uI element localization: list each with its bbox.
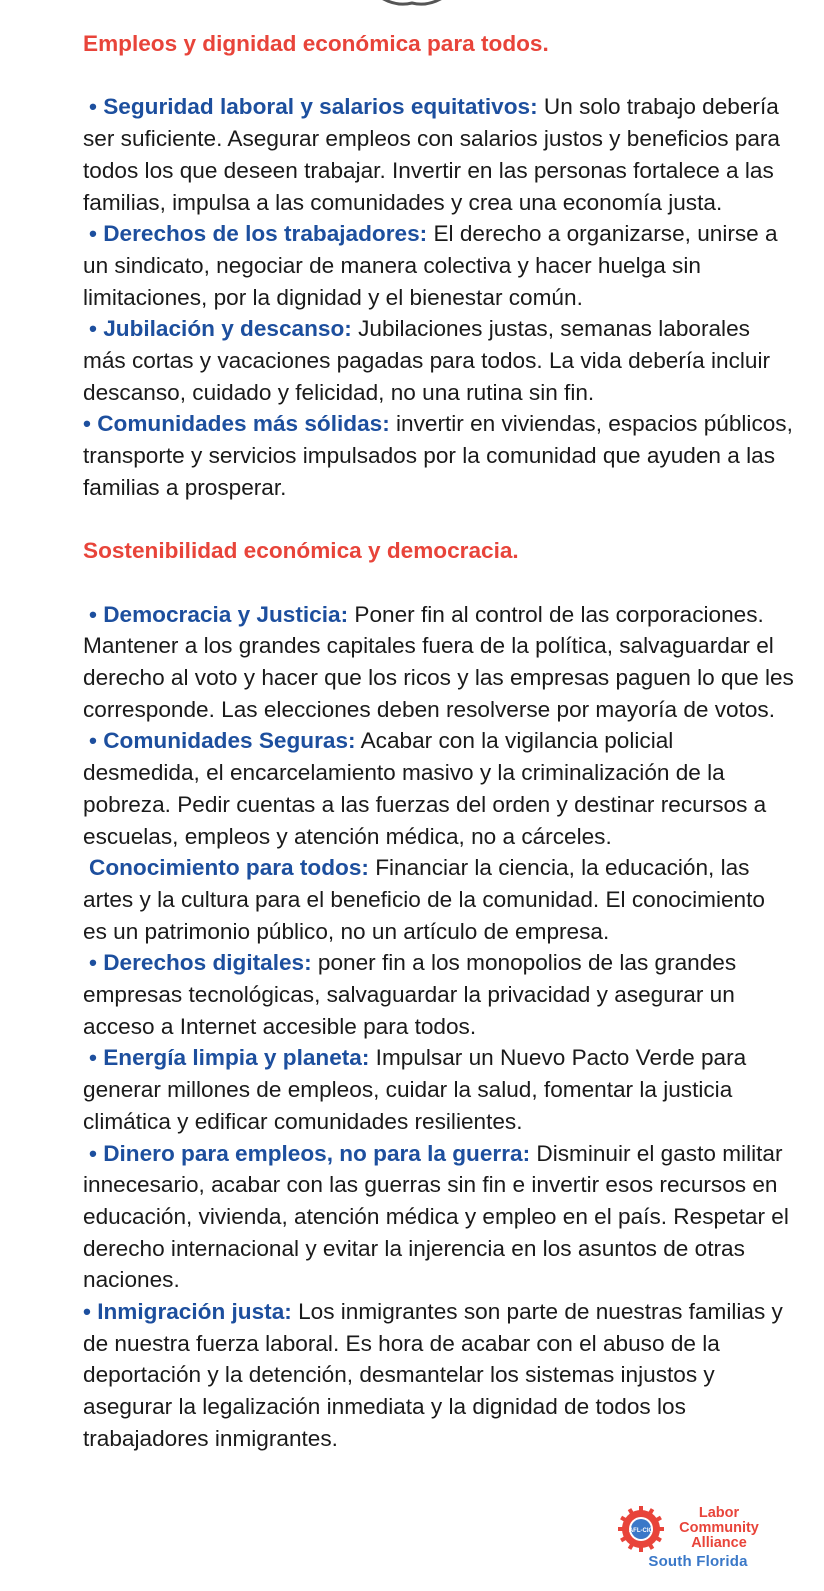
item-bullet: • xyxy=(83,1299,91,1325)
item-title: Conocimiento para todos: xyxy=(89,855,369,881)
item-bullet: • xyxy=(89,221,97,247)
document-body xyxy=(83,28,795,1455)
section-heading-democracy: Sostenibilidad económica y democracia. xyxy=(83,538,519,564)
item-bullet: • xyxy=(89,950,97,976)
list-item xyxy=(83,313,795,408)
item-title: Dinero para empleos, no para la guerra: xyxy=(103,1140,531,1166)
list-item xyxy=(83,1296,795,1455)
section-spacer xyxy=(83,60,795,92)
item-text: Impulsar un Nuevo Pacto Verde para generar millones de empleos, cuidar la salud, fomentar la justicia climática y edificar comunidades resilientes. xyxy=(83,1045,747,1134)
item-text: Disminuir el gasto militar innecesario, acabar con las guerras sin fin e invertir esos recursos en educación, vivienda, atención médica y empleo en el país. Respetar el derecho internacional y evitar la injerencia en los asuntos de otras naciones. xyxy=(83,1140,789,1293)
item-title: Derechos de los trabajadores: xyxy=(103,221,428,247)
item-text: El derecho a organizarse, unirse a un sindicato, negociar de manera colectiva y hacer huelga sin limitaciones, por la dignidad y el bienestar común. xyxy=(83,221,778,310)
seal-text: AFL-CIO xyxy=(628,1528,654,1534)
list-item xyxy=(83,1138,795,1297)
item-text: Financiar la ciencia, la educación, las artes y la cultura para el beneficio de la comunidad. El conocimiento es un patrimonio público, no un artículo de empresa. xyxy=(83,855,765,944)
item-text: Acabar con la vigilancia policial desmedida, el encarcelamiento masivo y la criminalización de la pobreza. Pedir cuentas a las fuerzas del orden y destinar recursos a escuelas, empleos y atención médica, no a cárceles. xyxy=(83,728,767,849)
item-text: Poner fin al control de las corporaciones. Mantener a los grandes capitales fuera de la política, salvaguardar el derecho al voto y hacer que los ricos y las empresas paguen lo que les corresponde. Las elecciones deben resolverse por mayoría de votos. xyxy=(83,601,794,722)
item-text: invertir en viviendas, espacios públicos, transporte y servicios impulsados por la comunidad que ayuden a las familias a prosperar. xyxy=(83,411,793,500)
item-bullet: • xyxy=(89,601,97,627)
item-title: Derechos digitales: xyxy=(103,950,312,976)
section-spacer xyxy=(83,504,795,536)
item-bullet: • xyxy=(89,94,97,120)
item-bullet: • xyxy=(83,411,91,437)
item-bullet: • xyxy=(89,728,97,754)
logo-line-south-florida: South Florida xyxy=(648,1553,748,1570)
item-bullet: • xyxy=(89,316,97,342)
section-spacer xyxy=(83,567,795,599)
item-title: Energía limpia y planeta: xyxy=(103,1045,370,1071)
logo-wordmark xyxy=(664,1506,774,1551)
logo-line-labor: Labor xyxy=(698,1505,740,1521)
item-text: poner fin a los monopolios de las grandes empresas tecnológicas, salvaguardar la privacidad y asegurar un acceso a Internet accesible para todos. xyxy=(83,950,737,1039)
logo-line-alliance: Alliance xyxy=(691,1535,747,1551)
item-text: Un solo trabajo debería ser suficiente. Asegurar empleos con salarios justos y beneficios para todos los que deseen trabajar. Invertir en las personas fortalece a las familias, impulsa a las comunidades y crea una economía justa. xyxy=(83,94,780,215)
item-title: Inmigración justa: xyxy=(97,1299,292,1325)
list-item xyxy=(83,947,795,1042)
item-title: Jubilación y descanso: xyxy=(103,316,352,342)
lca-logo xyxy=(618,1504,778,1576)
list-item xyxy=(83,218,795,313)
item-text: Jubilaciones justas, semanas laborales más cortas y vacaciones pagadas para todos. La vida debería incluir descanso, cuidado y felicidad, no una rutina sin fin. xyxy=(83,316,770,405)
list-item xyxy=(83,91,795,218)
item-title: Comunidades más sólidas: xyxy=(97,411,390,437)
list-item xyxy=(83,1042,795,1137)
top-decoration-icon xyxy=(376,0,448,6)
item-text: Los inmigrantes son parte de nuestras familias y de nuestra fuerza laboral. Es hora de acabar con el abuso de la deportación y la detención, desmantelar los sistemas injustos y asegurar la legalización inmediata y la dignidad de todos los trabajadores inmigrantes. xyxy=(83,1299,783,1451)
list-item xyxy=(83,725,795,852)
top-decoration-fragment xyxy=(376,0,448,6)
list-item xyxy=(83,599,795,726)
section-heading-jobs: Empleos y dignidad económica para todos. xyxy=(83,31,549,56)
union-seal-icon xyxy=(618,1506,664,1552)
item-bullet: • xyxy=(89,1140,97,1166)
list-item xyxy=(83,852,795,947)
item-bullet: • xyxy=(89,1045,97,1071)
item-title: Seguridad laboral y salarios equitativos: xyxy=(103,94,538,120)
logo-line-community: Community xyxy=(679,1520,759,1536)
item-title: Comunidades Seguras: xyxy=(103,728,356,754)
item-title: Democracia y Justicia: xyxy=(103,601,349,627)
list-item xyxy=(83,408,795,503)
